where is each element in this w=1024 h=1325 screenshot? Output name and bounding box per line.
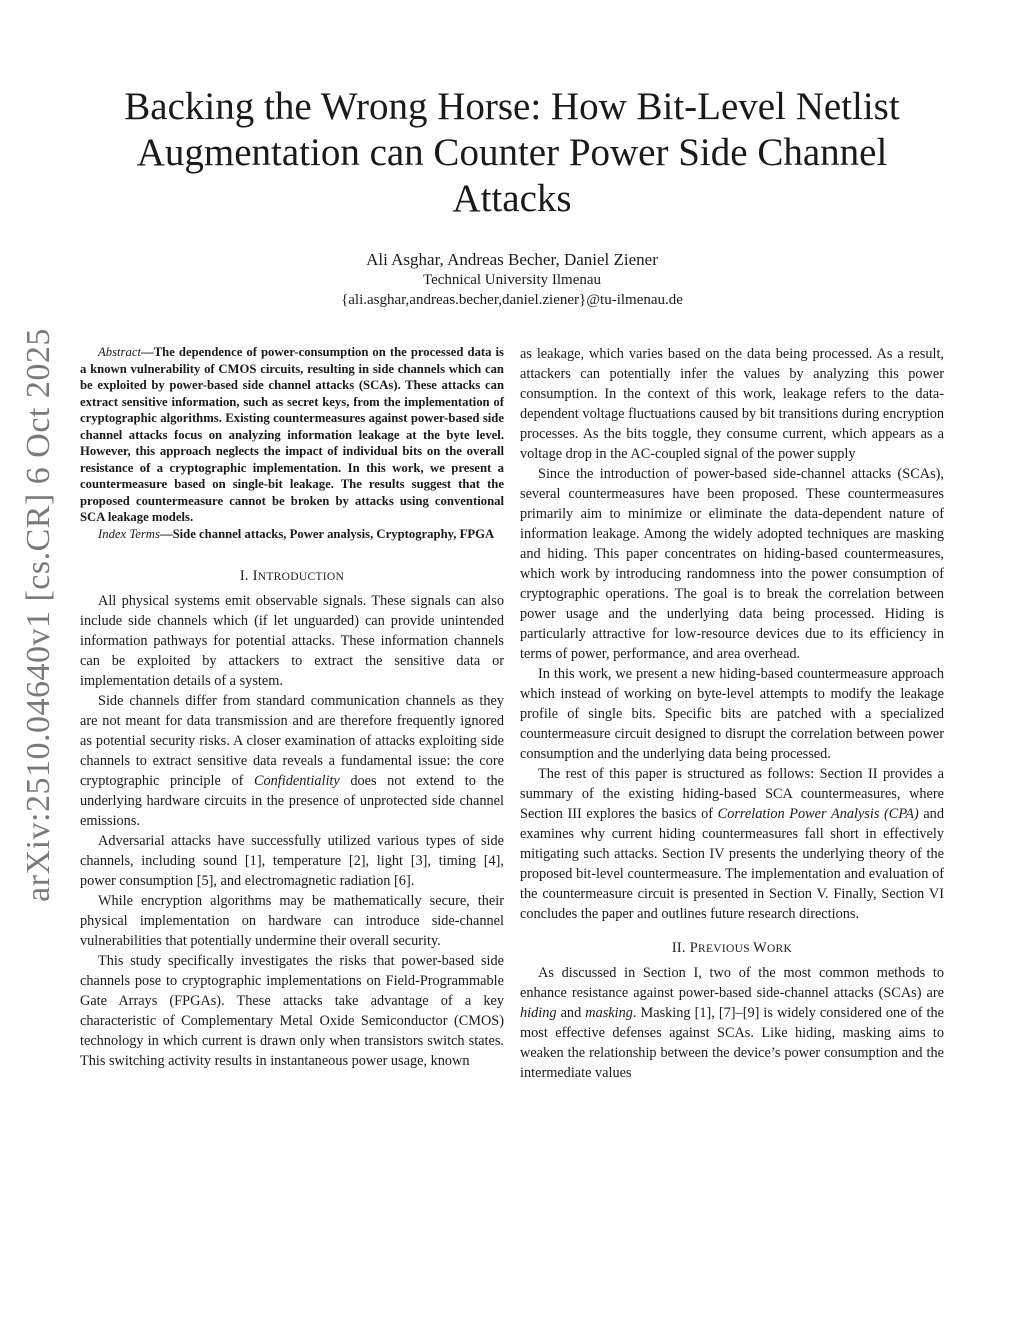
paragraph-text: The rest of this paper is structured as follows: Section II provides a summary of the existing hiding-based SCA countermeasures, where Section III explores the basics of bbox=[520, 766, 944, 822]
right-column bbox=[520, 344, 944, 1083]
section-title-part: REVIOUS bbox=[698, 943, 754, 955]
paper-title: Backing the Wrong Horse: How Bit-Level Netlist Augmentation can Counter Power Side Channel Attacks bbox=[124, 85, 900, 220]
left-column bbox=[80, 344, 504, 1071]
index-terms bbox=[80, 526, 504, 543]
section-title-initial: I bbox=[252, 568, 258, 584]
section-title-rest: ORK bbox=[766, 943, 793, 955]
paper-authors: Ali Asghar, Andreas Becher, Daniel Ziener bbox=[366, 250, 658, 269]
abstract-label: Abstract bbox=[98, 345, 141, 359]
paragraph-text: and examines why current hiding countermeasures fall short in effectively mitigating such attacks. Section IV presents the underlying theory of the proposed bit-level countermeasure. The implementation and evaluation of the countermeasure circuit is presented in Section V. Finally, Section VI concludes the paper and outlines future research directions. bbox=[520, 806, 944, 922]
abstract-text: —The dependence of power-consumption on the processed data is a known vulnerability of CMOS circuits, resulting in side channels which can be exploited by power-based side channel attacks (SCAs). These attacks can extract sensitive information, such as secret keys, from the implementation of cryptographic algorithms. Existing countermeasures against power-based side channel attacks focus on analyzing information leakage at the byte level. However, this approach neglects the impact of individual bits on the overall resistance of a cryptographic implementation. In this work, we present a countermeasure based on single-bit leakage. The results suggest that the proposed countermeasure cannot be broken by attacks using conventional SCA leakage models. bbox=[80, 345, 504, 524]
paragraph-text: does not extend to the underlying hardware circuits in the presence of unprotected side channel emissions. bbox=[80, 773, 504, 829]
emphasis-text: Correlation Power Analysis (CPA) bbox=[717, 806, 919, 822]
section-title-initial: W bbox=[753, 940, 767, 956]
section-heading-previous-work bbox=[520, 940, 944, 957]
paragraph bbox=[520, 764, 944, 924]
section-number: I. bbox=[239, 568, 249, 584]
section-heading-introduction bbox=[80, 568, 504, 585]
section-title-rest: NTRODUCTION bbox=[257, 571, 345, 583]
paragraph: This study specifically investigates the risks that power-based side channels pose to cryptographic implementations on Field-Programmable Gate Arrays (FPGAs). These attacks take advantage of a key characteristic of Complementary Metal Oxide Semiconductor (CMOS) technology in which current is drawn only when transistors switch states. This switching activity results in instantaneous power usage, known bbox=[80, 953, 504, 1069]
paragraph: While encryption algorithms may be mathematically secure, their physical implementation on hardware can introduce side-channel vulnerabilities that potentially undermine their overall security. bbox=[80, 893, 504, 949]
arxiv-identifier-text: arXiv:2510.04640v1 [cs.CR] 6 Oct 2025 bbox=[20, 328, 57, 902]
author-affiliation: Technical University Ilmenau bbox=[422, 272, 602, 288]
emphasis-text: hiding bbox=[520, 1005, 557, 1021]
paragraph: Adversarial attacks have successfully utilized various types of side channels, including sound [1], temperature [2], light [3], timing [4], power consumption [5], and electromagnetic radiation [6]. bbox=[80, 833, 504, 889]
paragraph-text: and bbox=[556, 1005, 586, 1021]
paragraph bbox=[80, 691, 504, 831]
index-terms-text: —Side channel attacks, Power analysis, Cryptography, FPGA bbox=[159, 526, 495, 541]
paragraph-text: As discussed in Section I, two of the most common methods to enhance resistance against power-based side-channel attacks (SCAs) are bbox=[520, 965, 944, 1001]
arxiv-identifier bbox=[14, 255, 64, 975]
paragraph: as leakage, which varies based on the data being processed. As a result, attackers can potentially infer the values by analyzing this power consumption. In the context of this work, leakage refers to the data-dependent voltage fluctuations caused by bit transitions during encryption processes. As the bits toggle, they consume current, which appears as a voltage drop in the AC-coupled signal of the power supply bbox=[520, 346, 944, 462]
paragraph-text: . Masking [1], [7]–[9] is widely considered one of the most effective defenses against SCAs. Like hiding, masking aims to weaken the relationship between the device’s power consumption and the intermediate values bbox=[520, 1005, 944, 1081]
paragraph: All physical systems emit observable signals. These signals can also include side channels which (if let unguarded) can provide unintended information pathways for potential attacks. These information channels can be exploited by attackers to extract the sensitive data or implementation details of a system. bbox=[80, 593, 504, 689]
index-terms-label: Index Terms bbox=[98, 526, 160, 541]
section-title-initial: P bbox=[689, 940, 699, 956]
section-number: II. bbox=[671, 940, 686, 956]
paragraph: Since the introduction of power-based side-channel attacks (SCAs), several countermeasures have been proposed. These countermeasures primarily aim to minimize or eliminate the data-dependent nature of information leakage. Among the widely adopted techniques are masking and hiding. This paper concentrates on hiding-based countermeasures, which work by introducing randomness into the power consumption of cryptographic operations. The goal is to break the correlation between power usage and the underlying data being processed. Hiding is particularly attractive for low-resource devices due to its efficiency in terms of power, performance, and area overhead. bbox=[520, 466, 944, 662]
paragraph bbox=[520, 963, 944, 1083]
emphasis-text: masking bbox=[585, 1005, 633, 1021]
abstract bbox=[80, 344, 504, 526]
paragraph: In this work, we present a new hiding-based countermeasure approach which instead of working on byte-level attempts to modify the leakage profile of single bits. Specific bits are patched with a specialized countermeasure circuit designed to disrupt the correlation between power consumption and the underlying data being processed. bbox=[520, 666, 944, 762]
emphasis-text: Confidentiality bbox=[253, 773, 340, 789]
author-email: {ali.asghar,andreas.becher,daniel.ziener}@tu-ilmenau.de bbox=[341, 292, 683, 308]
paragraph-text: Side channels differ from standard communication channels as they are not meant for data transmission and are therefore frequently ignored as potential security risks. A closer examination of attacks exploiting side channels to extract sensitive data reveals a fundamental issue: the core cryptographic principle of bbox=[80, 693, 504, 789]
